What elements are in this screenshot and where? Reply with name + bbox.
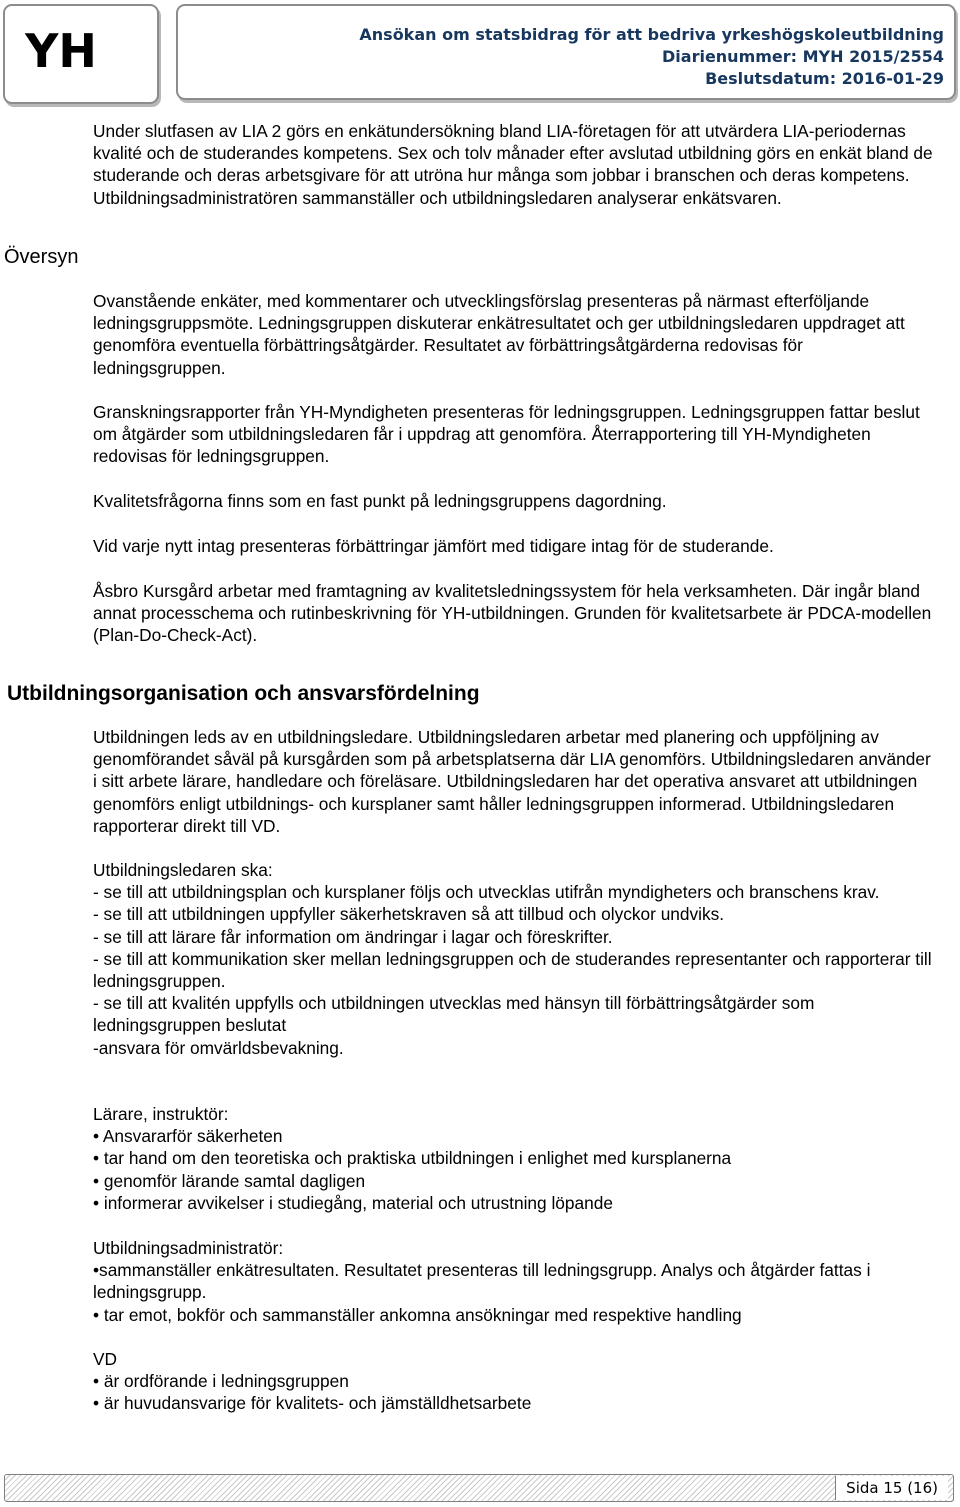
list-item: • är ordförande i ledningsgruppen: [93, 1371, 349, 1392]
decision-date: Beslutsdatum: 2016-01-29: [705, 69, 944, 88]
page-number: Sida 15 (16): [835, 1476, 948, 1500]
org-intro: Utbildningen leds av en utbildningsledare. Utbildningsledaren arbetar med planering och uppföljning av genomförandet såväl på kursgården som på arbetsplatserna där LIA genomförs. Utbildningsledaren använder i sitt arbete lärare, handledare och föreläsare. Utbildningsledaren har det operativa ansvaret att utbildningen genomförs enligt utbildnings- och kursplaner samt håller ledningsgruppen informerad. Utbildningsledaren rapporterar direkt till VD.: [93, 727, 931, 836]
oversyn-p6: Åsbro Kursgård arbetar med framtagning av kvalitetsledningssystem för hela verksamheten. Där ingår bland annat processchema och rutinbeskrivning för YH-utbildningen. Grunden för kvalitetsarbete är PDCA-modellen (Plan-Do-Check-Act).: [93, 581, 932, 646]
admin-responsibilities: [93, 1237, 933, 1326]
side-label-oversyn: Översyn: [4, 246, 79, 268]
vd-responsibilities: [93, 1348, 933, 1415]
document-title: Ansökan om statsbidrag för att bedriva yrkeshögskoleutbildning: [359, 25, 944, 44]
oversyn-p1: Under slutfasen av LIA 2 görs en enkätundersökning bland LIA-företagen för att utvärdera LIA-periodernas kvalité och de studerandes kompetens. Sex och tolv månader efter avslutad utbildning görs en enkät bland de studerande och deras arbetsgivare för att utröna hur många som jobbar i branschen och deras kompetens. Utbildningsadministratören sammanställer och utbildningsledaren analyserar enkätsvaren.: [93, 121, 933, 208]
document-header: [176, 4, 956, 100]
oversyn-p5: Vid varje nytt intag presenteras förbättringar jämfört med tidigare intag för de studerande.: [93, 536, 774, 556]
oversyn-p2: Ovanstående enkäter, med kommentarer och utvecklingsförslag presenteras på närmast efterföljande ledningsgruppsmöte. Ledningsgruppen diskuterar enkätresultatet och ger utbildningsledaren uppdraget att genomföra eventuella förbättringsåtgärder. Resultatet av förbättringsåtgärderna redovisas för ledningsgruppen.: [93, 291, 905, 378]
list-item: • är huvudansvarige för kvalitets- och jämställdhetsarbete: [93, 1393, 532, 1414]
list-item: - se till att kommunikation sker mellan ledningsgruppen och de studerandes representanter och rapporterar till ledningsgruppen.: [93, 948, 932, 992]
list-item: - se till att kvalitén uppfylls och utbildningen utvecklas med hänsyn till förbättringsåtgärder som ledningsgruppen beslutat: [93, 993, 815, 1036]
list-item: • informerar avvikelser i studiegång, material och utrustning löpande: [93, 1192, 613, 1213]
oversyn-p4: Kvalitetsfrågorna finns som en fast punkt på ledningsgruppens dagordning.: [93, 491, 667, 511]
oversyn-p3: Granskningsrapporter från YH-Myndigheten presenteras för ledningsgruppen. Ledningsgruppen fattar beslut om åtgärder som utbildningsledaren får i uppdrag att genomföra. Återrapportering till YH-Myndigheten redovisas för ledningsgruppen.: [93, 402, 920, 467]
list-item: - se till att utbildningen uppfyller säkerhetskraven så att tillbud och olyckor undviks.: [93, 904, 725, 925]
list-item: • Ansvararför säkerheten: [93, 1126, 283, 1147]
yh-logo: YH: [25, 24, 97, 78]
list-item: • genomför lärande samtal dagligen: [93, 1170, 366, 1191]
logo-box: [3, 4, 159, 104]
admin-title: Utbildningsadministratör:: [93, 1238, 284, 1258]
list-item: • tar hand om den teoretiska och praktiska utbildningen i enlighet med kursplanerna: [93, 1148, 732, 1169]
leader-responsibilities: [93, 859, 933, 1059]
list-item: - se till att utbildningsplan och kursplaner följs och utvecklas utifrån myndigheters och branschens krav.: [93, 882, 880, 903]
list-item: -ansvara för omvärldsbevakning.: [93, 1037, 344, 1058]
list-item: •sammanställer enkätresultaten. Resultatet presenteras till ledningsgrupp. Analys och åtgärder fattas i ledningsgrupp.: [93, 1260, 871, 1303]
list-item: - se till att lärare får information om ändringar i lagar och föreskrifter.: [93, 926, 613, 947]
vd-title: VD: [93, 1349, 118, 1369]
section-heading-org: Utbildningsorganisation och ansvarsfördelning: [7, 682, 480, 705]
teacher-title: Lärare, instruktör:: [93, 1104, 229, 1124]
footer-bar: [4, 1474, 954, 1502]
teacher-responsibilities: [93, 1103, 933, 1214]
case-number: Diarienummer: MYH 2015/2554: [662, 47, 944, 66]
list-item: • tar emot, bokför och sammanställer ankomna ansökningar med respektive handling: [93, 1304, 742, 1325]
leader-title: Utbildningsledaren ska:: [93, 860, 273, 880]
